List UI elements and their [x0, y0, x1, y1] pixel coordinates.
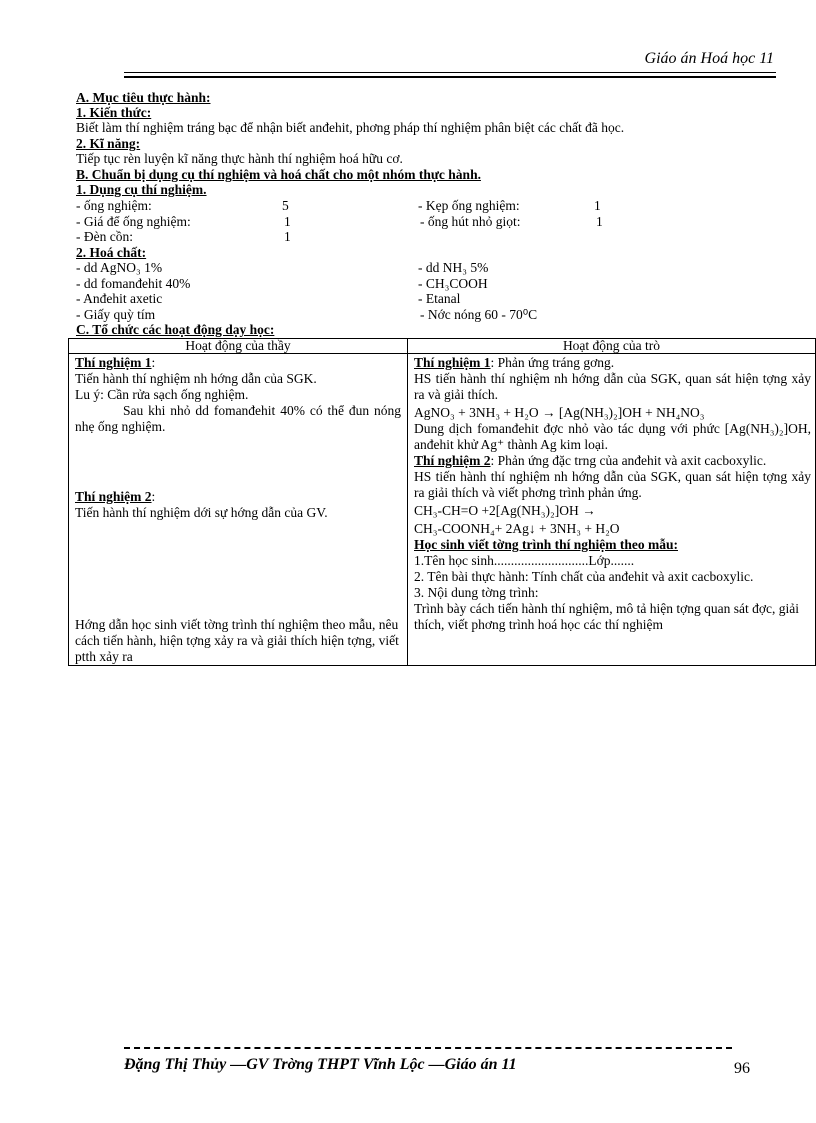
report-line: 2. Tên bài thực hành: Tính chất của anđehit và axit cacboxylic. [414, 569, 754, 584]
tools-heading: 1. Dụng cụ thí nghiệm. [76, 182, 207, 197]
student-exp1-line: HS tiến hành thí nghiệm nh hớng dẫn của SGK, quan sát hiện tợng xảy ra và giải thích. [414, 371, 811, 402]
student-exp1-title: Thí nghiệm 1 [414, 355, 491, 370]
chemical-item: - dd NH₃ 5% [418, 260, 489, 275]
knowledge-heading: 1. Kiến thức: [76, 105, 152, 120]
tool-name: - ống hút nhỏ giọt: [420, 214, 521, 229]
teacher-exp1-note: Lu ý: Cần rửa sạch ống nghiệm. [75, 387, 249, 402]
page-number: 96 [734, 1060, 750, 1077]
tool-name: - ống nghiệm: [76, 198, 152, 213]
report-title: Học sinh viết tờng trình thí nghiệm theo mẫu: [414, 537, 678, 552]
student-exp1-explain: Dung dịch fomanđehit đợc nhỏ vào tác dụng với phức [Ag(NH₃)₂]OH, anđehit khử Ag⁺ thành Ag kim loại. [414, 421, 811, 452]
teacher-guide: Hớng dẫn học sinh viết tờng trình thí nghiệm theo mẫu, nêu cách tiến hành, hiện tợng xảy ra và giải thích hiện tợng, viết ptth xảy ra [75, 617, 399, 664]
report-line: 1.Tên học sinh............................Lớp....... [414, 553, 635, 568]
page-header-title: Giáo án Hoá học 11 [644, 50, 774, 67]
col-student-header: Hoạt động của trò [408, 339, 816, 354]
section-b-heading: B. Chuẩn bị dụng cụ thí nghiệm và hoá chất cho một nhóm thực hành. [76, 167, 481, 182]
equation-2: CH₃-CH=O +2[Ag(NH₃)₂]OH → [414, 503, 596, 518]
activities-table [68, 338, 816, 666]
report-line: 3. Nội dung tờng trình: [414, 585, 539, 600]
section-a-heading: A. Mục tiêu thực hành: [76, 90, 211, 105]
chem-heading: 2. Hoá chất: [76, 245, 147, 260]
teacher-exp2-title: Thí nghiệm 2 [75, 489, 152, 504]
teacher-cell: Thí nghiệm 1: Tiến hành thí nghiệm nh hớng dẫn của SGK. Lu ý: Cần rửa sạch ống nghiệm. Sau khi nhỏ dd fomanđehit 40% có thể đun nóng nhẹ ống nghiệm. Thí nghiệm 2: Tiến hành thí nghiệm dới sự hớng dẫn của GV. Hớng dẫn học sinh viết tờng trình thí nghiệm theo mẫu, nêu cách tiến hành, hiện tợng xảy ra và giải thích hiện tợng, viết ptth xảy ra [69, 354, 408, 666]
teacher-exp1-line: Tiến hành thí nghiệm nh hớng dẫn của SGK. [75, 371, 317, 386]
student-cell [408, 354, 816, 666]
student-exp2-subtitle: : Phản ứng đặc trng của anđehit và axit cacboxylic. [490, 453, 767, 468]
table-row [69, 354, 816, 666]
skills-text: Tiếp tục rèn luyện kĩ năng thực hành thí nghiệm hoá hữu cơ. [76, 151, 403, 166]
section-c-heading: C. Tổ chức các hoạt động dạy học: [76, 322, 275, 337]
footer-rule [124, 1047, 732, 1049]
col-teacher-header: Hoạt động của thầy [69, 339, 408, 354]
table-header-row [69, 339, 816, 354]
student-exp1-subtitle: : Phản ứng tráng gơng. [490, 355, 615, 370]
knowledge-text: Biết làm thí nghiệm tráng bạc để nhận biết anđehit, phơng pháp thí nghiệm phân biệt các chất đã học. [76, 120, 625, 135]
tool-qty: 5 [282, 198, 289, 213]
header-rule [124, 72, 776, 73]
tool-name: - Đèn cồn: [76, 229, 133, 244]
chemical-item: - dd AgNO₃ 1% [76, 260, 163, 275]
tool-name: - Giá để ống nghiệm: [76, 214, 191, 229]
chemical-item: - CH₃COOH [418, 276, 488, 291]
chemical-item: - Giấy quỳ tím [76, 307, 156, 322]
chemical-item: - Anđehit axetic [76, 291, 163, 306]
tool-qty: 1 [284, 229, 291, 244]
header-rule-thick [124, 76, 776, 78]
equation-1: AgNO₃ + 3NH₃ + H₂O → [Ag(NH₃)₂]OH + NH₄NO₃ [414, 405, 705, 420]
report-line: Trình bày cách tiến hành thí nghiệm, mô tả hiện tợng quan sát đợc, giải thích, viết phơng trình hoá học các thí nghiệm [414, 601, 799, 632]
chemical-item: - Nớc nóng 60 - 70⁰C [420, 307, 538, 322]
teacher-exp2-line: Tiến hành thí nghiệm dới sự hớng dẫn của GV. [75, 505, 328, 520]
tool-name: - Kẹp ống nghiệm: [418, 198, 520, 213]
tool-qty: 1 [284, 214, 291, 229]
student-exp2-title: Thí nghiệm 2 [414, 453, 491, 468]
equation-3: CH₃-COONH₄+ 2Ag↓ + 3NH₃ + H₂O [414, 521, 620, 536]
tool-qty: 1 [596, 214, 603, 229]
tool-qty: 1 [594, 198, 601, 213]
chemical-item: - Etanal [418, 291, 461, 306]
chemical-item: - dd fomanđehit 40% [76, 276, 191, 291]
teacher-exp1-title: Thí nghiệm 1 [75, 355, 152, 370]
skills-heading: 2. Kĩ năng: [76, 136, 141, 151]
footer-text: Đặng Thị Thủy —GV Trờng THPT Vĩnh Lộc —Giáo án 11 [124, 1056, 517, 1073]
student-exp2-line: HS tiến hành thí nghiệm nh hớng dẫn của SGK, quan sát hiện tợng xảy ra giải thích và viết phơng trình phản ứng. [414, 469, 811, 500]
teacher-exp1-tip: Sau khi nhỏ dd fomanđehit 40% có thể đun nóng nhẹ ống nghiệm. [75, 403, 401, 434]
